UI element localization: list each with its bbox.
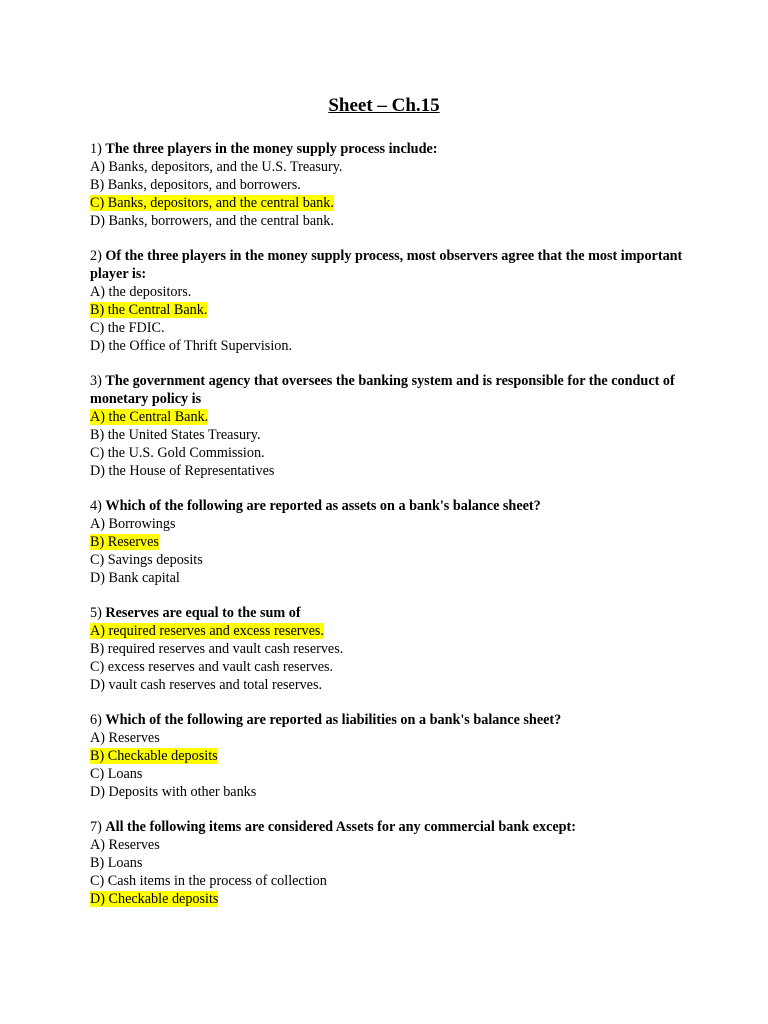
answer-option: [90, 872, 690, 890]
question-5: [90, 604, 690, 694]
answer-option: [90, 551, 690, 569]
highlighted-answer: A) the Central Bank.: [90, 409, 209, 425]
question-2: [90, 247, 690, 355]
answer-option: [90, 426, 690, 444]
answer-text: B) the United States Treasury.: [90, 427, 261, 443]
answer-option: [90, 444, 690, 462]
highlighted-answer: B) Reserves: [90, 534, 159, 550]
question-text: Which of the following are reported as assets on a bank's balance sheet?: [105, 498, 541, 514]
answer-option: [90, 569, 690, 587]
question-text: All the following items are considered Assets for any commercial bank except:: [105, 819, 577, 835]
question-text: Of the three players in the money supply process, most observers agree that the most important player is:: [90, 248, 683, 282]
answer-text: A) Reserves: [90, 837, 160, 853]
answer-option: [90, 640, 690, 658]
question-text: The three players in the money supply process include:: [105, 141, 438, 157]
question-number: 7): [90, 819, 106, 835]
answer-option: [90, 890, 690, 908]
answer-text: D) Banks, borrowers, and the central bank.: [90, 213, 334, 229]
question-list: [90, 140, 690, 925]
answer-text: B) Banks, depositors, and borrowers.: [90, 177, 301, 193]
highlighted-answer: A) required reserves and excess reserves.: [90, 623, 324, 639]
highlighted-answer: C) Banks, depositors, and the central bank.: [90, 195, 334, 211]
question-number: 6): [90, 712, 106, 728]
question-stem: [90, 140, 690, 158]
question-stem: [90, 818, 690, 836]
question-stem: [90, 497, 690, 515]
question-stem: [90, 372, 690, 408]
answer-option: [90, 783, 690, 801]
question-4: [90, 497, 690, 587]
answer-option: [90, 283, 690, 301]
question-text: Reserves are equal to the sum of: [105, 605, 301, 621]
answer-text: C) Savings deposits: [90, 552, 203, 568]
answer-option: [90, 462, 690, 480]
answer-option: [90, 729, 690, 747]
question-6: [90, 711, 690, 801]
question-number: 2): [90, 248, 106, 264]
answer-option: [90, 854, 690, 872]
question-text: The government agency that oversees the banking system and is responsible for the conduct of monetary policy is: [90, 373, 675, 407]
answer-text: A) Borrowings: [90, 516, 176, 532]
question-number: 3): [90, 373, 106, 389]
question-text: Which of the following are reported as liabilities on a bank's balance sheet?: [105, 712, 562, 728]
question-stem: [90, 247, 690, 283]
question-1: [90, 140, 690, 230]
answer-option: [90, 337, 690, 355]
answer-option: [90, 158, 690, 176]
answer-text: D) Deposits with other banks: [90, 784, 257, 800]
answer-text: C) the FDIC.: [90, 320, 165, 336]
answer-option: [90, 747, 690, 765]
question-stem: [90, 604, 690, 622]
answer-option: [90, 676, 690, 694]
highlighted-answer: D) Checkable deposits: [90, 891, 219, 907]
answer-text: D) Bank capital: [90, 570, 180, 586]
page-title: Sheet – Ch.15: [328, 95, 440, 116]
answer-option: [90, 212, 690, 230]
answer-text: C) excess reserves and vault cash reserves.: [90, 659, 334, 675]
answer-text: A) Reserves: [90, 730, 160, 746]
question-stem: [90, 711, 690, 729]
answer-text: D) vault cash reserves and total reserves.: [90, 677, 323, 693]
answer-text: C) Cash items in the process of collection: [90, 873, 327, 889]
highlighted-answer: B) Checkable deposits: [90, 748, 218, 764]
answer-option: [90, 622, 690, 640]
answer-option: [90, 301, 690, 319]
answer-option: [90, 176, 690, 194]
answer-text: C) Loans: [90, 766, 143, 782]
answer-option: [90, 765, 690, 783]
question-7: [90, 818, 690, 908]
question-3: [90, 372, 690, 480]
answer-text: B) Loans: [90, 855, 143, 871]
answer-option: [90, 658, 690, 676]
answer-text: A) the depositors.: [90, 284, 192, 300]
answer-text: D) the House of Representatives: [90, 463, 275, 479]
answer-option: [90, 515, 690, 533]
question-number: 4): [90, 498, 106, 514]
highlighted-answer: B) the Central Bank.: [90, 302, 208, 318]
answer-option: [90, 836, 690, 854]
answer-option: [90, 194, 690, 212]
answer-text: C) the U.S. Gold Commission.: [90, 445, 265, 461]
question-number: 5): [90, 605, 106, 621]
answer-option: [90, 533, 690, 551]
answer-option: [90, 319, 690, 337]
answer-text: B) required reserves and vault cash reserves.: [90, 641, 344, 657]
answer-option: [90, 408, 690, 426]
question-number: 1): [90, 141, 106, 157]
answer-text: A) Banks, depositors, and the U.S. Treasury.: [90, 159, 343, 175]
answer-text: D) the Office of Thrift Supervision.: [90, 338, 292, 354]
